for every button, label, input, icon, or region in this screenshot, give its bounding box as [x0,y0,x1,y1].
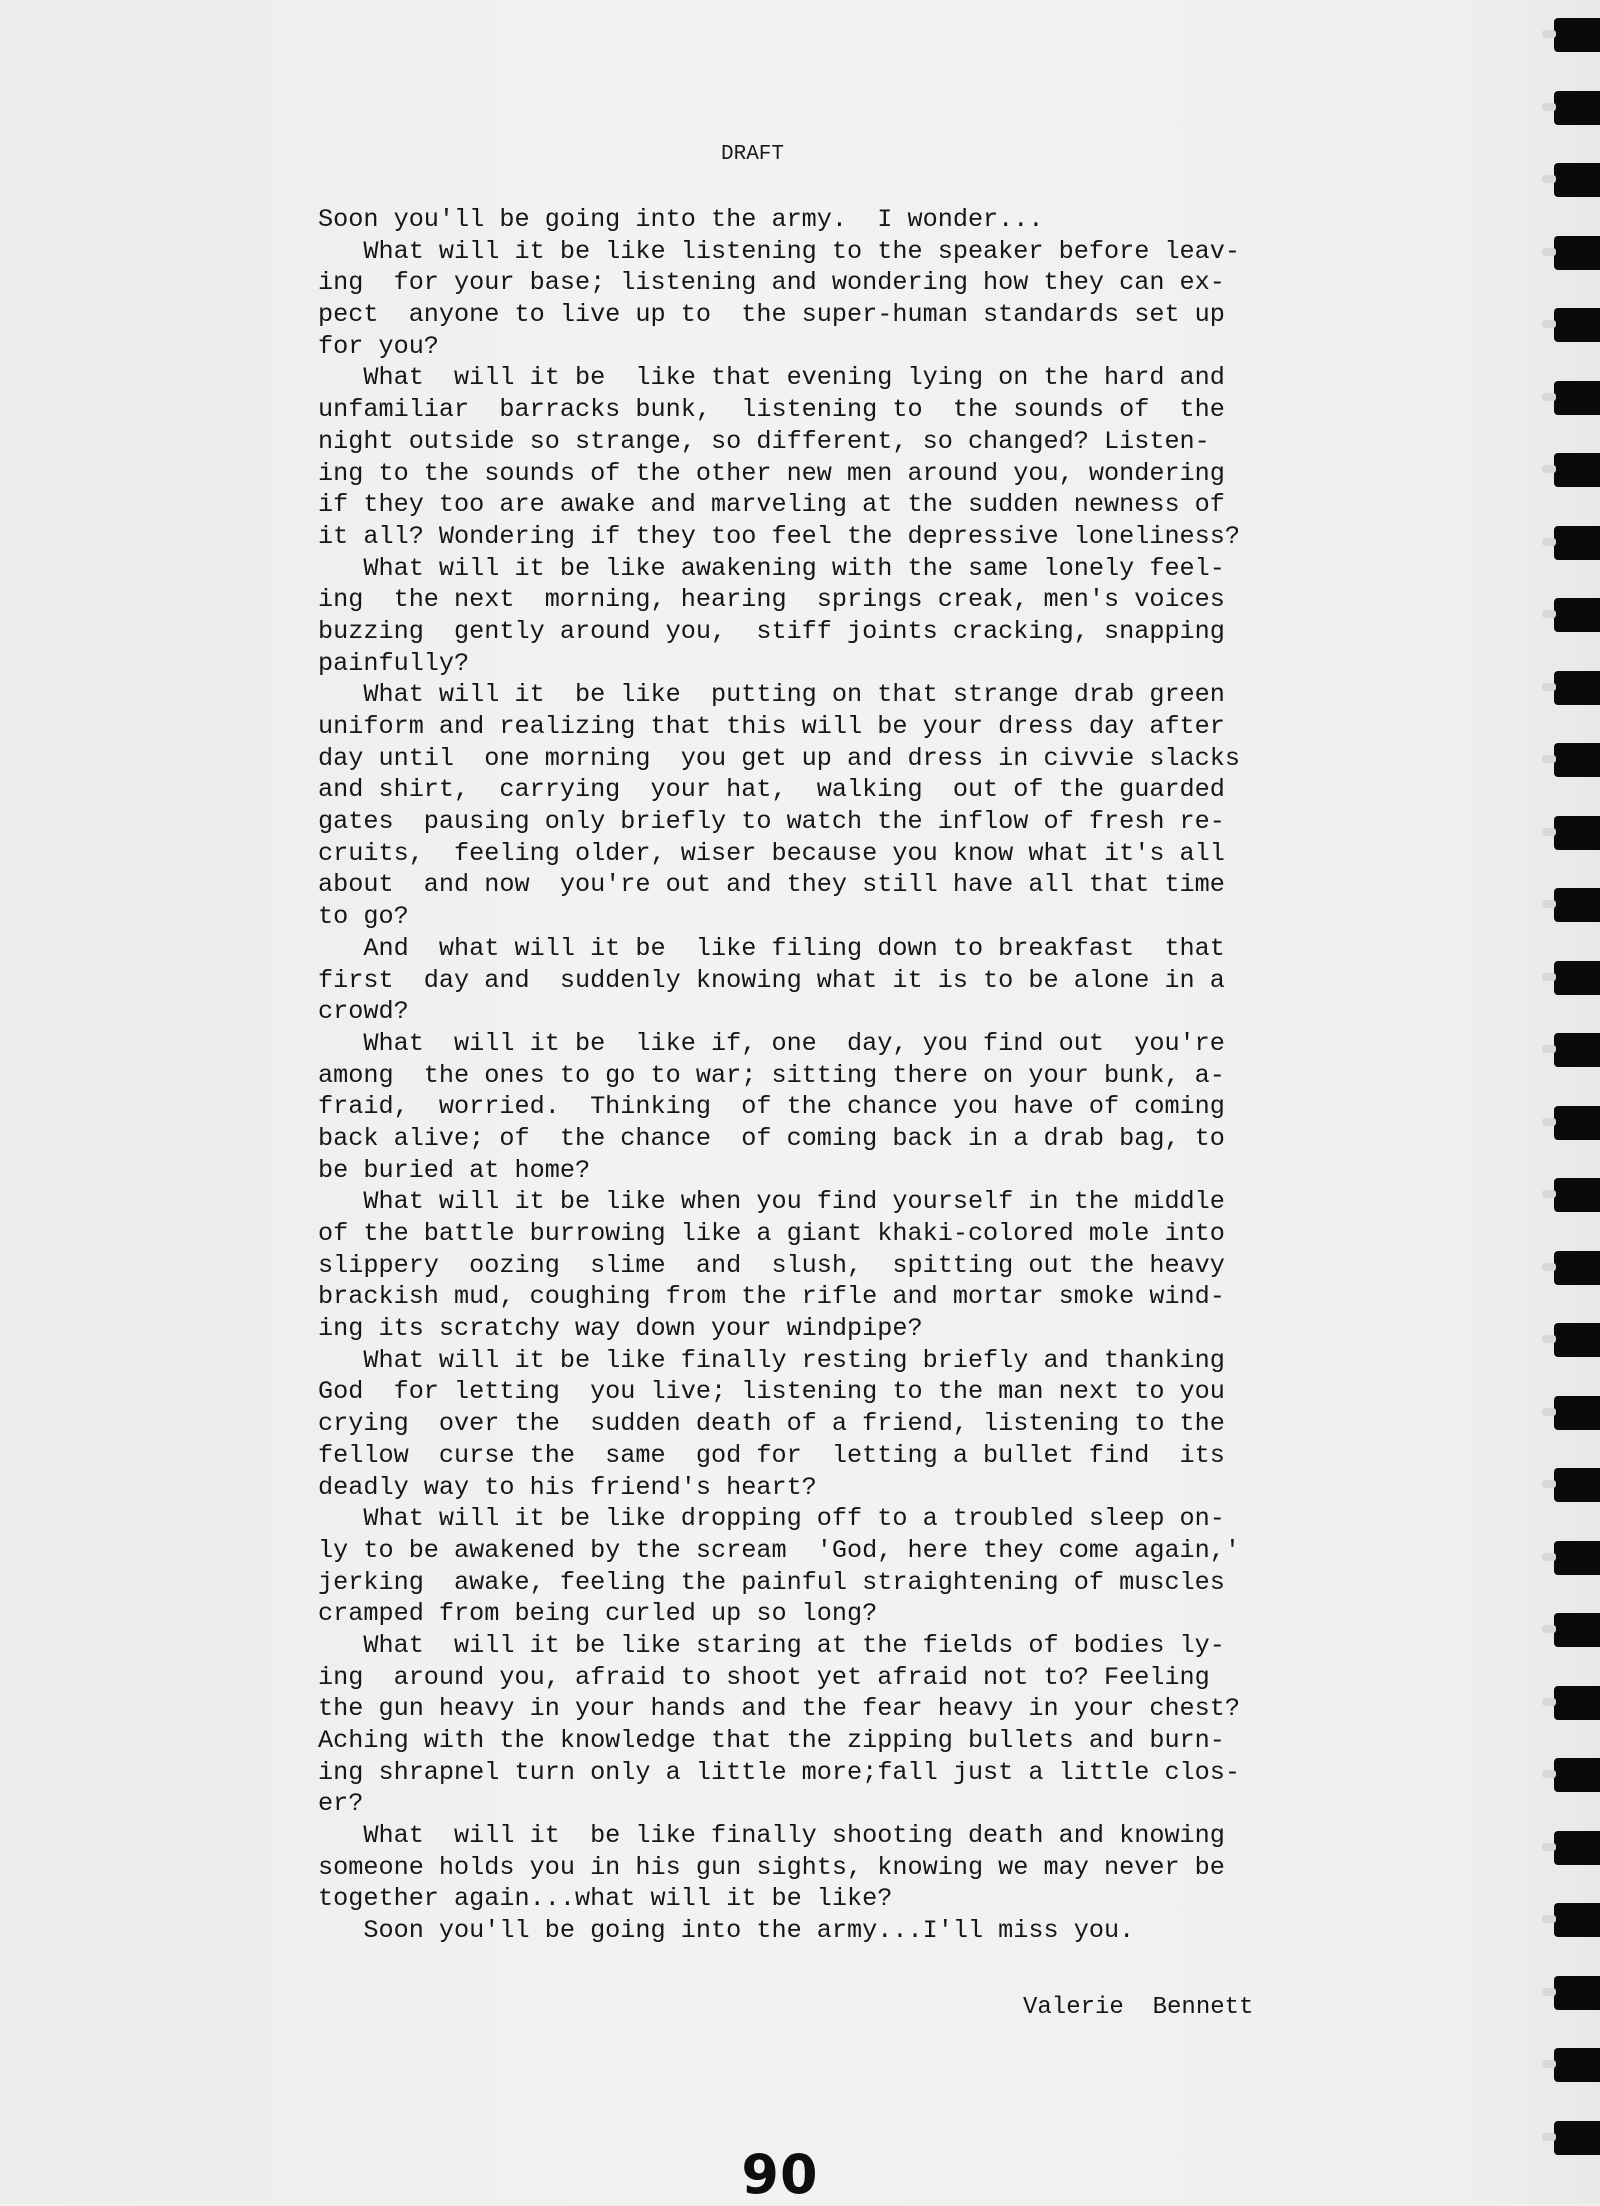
binding-hole [1554,1106,1600,1140]
binding-hole [1554,816,1600,850]
text-line: jerking awake, feeling the painful straightening of muscles [318,1567,1225,1597]
binding-hole [1554,1178,1600,1212]
text-line: if they too are awake and marveling at the sudden newness of [318,490,1225,520]
binding-hole [1554,1976,1600,2010]
text-line: uniform and realizing that this will be your dress day after [318,712,1225,741]
text-line: someone holds you in his gun sights, knowing we may never be [318,1852,1225,1882]
text-line: What will it be like dropping off to a troubled sleep on- [318,1504,1225,1534]
body-text [318,204,1298,1947]
text-line: Aching with the knowledge that the zipping bullets and burn- [318,1726,1225,1755]
text-line: ing the next morning, hearing springs creak, men's voices [318,585,1225,615]
binding-hole [1554,1468,1600,1502]
text-line: ing its scratchy way down your windpipe? [318,1314,923,1344]
binding-hole [1554,1323,1600,1357]
text-line: buzzing gently around you, stiff joints cracking, snapping [318,616,1225,646]
binding-hole [1554,1758,1600,1792]
binding-hole [1554,18,1600,52]
binding-hole [1554,888,1600,922]
text-line: together again...what will it be like? [318,1884,893,1914]
text-line: Soon you'll be going into the army...I'll miss you. [318,1916,1135,1946]
text-line: to go? [318,902,409,932]
text-line: for you? [318,331,439,361]
binding-hole [1554,743,1600,777]
text-line: What will it be like awakening with the same lonely feel- [318,553,1225,583]
binding-hole [1554,1613,1600,1647]
text-line: be buried at home? [318,1155,591,1185]
spiral-binding [1544,0,1600,2203]
text-line: cruits, feeling older, wiser because you know what it's all [318,838,1225,868]
text-line: pect anyone to live up to the super-human standards set up [318,300,1225,330]
binding-hole [1554,1033,1600,1067]
binding-hole [1554,1686,1600,1720]
text-line: Soon you'll be going into the army. I wonder... [318,205,1044,234]
binding-hole [1554,526,1600,560]
binding-hole [1554,163,1600,197]
text-line: fraid, worried. Thinking of the chance you have of coming [318,1092,1225,1122]
text-line: What will it be like that evening lying on the hard and [318,363,1225,393]
text-line: ing for your base; listening and wondering how they can ex- [318,268,1225,298]
text-line: What will it be like finally shooting death and knowing [318,1821,1225,1851]
binding-hole [1554,1903,1600,1937]
binding-hole [1554,1396,1600,1430]
binding-hole [1554,453,1600,487]
binding-hole [1554,598,1600,632]
text-line: and shirt, carrying your hat, walking out of the guarded [318,775,1225,805]
text-line: What will it be like putting on that strange drab green [318,680,1225,710]
text-line: brackish mud, coughing from the rifle and mortar smoke wind- [318,1282,1225,1312]
text-line: gates pausing only briefly to watch the inflow of fresh re- [318,807,1225,837]
text-line: slippery oozing slime and slush, spitting out the heavy [318,1250,1225,1280]
text-line: ing around you, afraid to shoot yet afraid not to? Feeling [318,1662,1210,1692]
text-line: What will it be like finally resting briefly and thanking [318,1345,1225,1375]
binding-hole [1554,91,1600,125]
text-line: What will it be like listening to the speaker before leav- [318,236,1241,266]
text-line: painfully? [318,648,470,678]
text-line: unfamiliar barracks bunk, listening to the sounds of the [318,395,1225,425]
text-line: fellow curse the same god for letting a bullet find its [318,1440,1225,1470]
author-signature: Valerie Bennett [1023,1994,1254,2021]
text-line: What will it be like if, one day, you find out you're [318,1028,1225,1058]
text-line: about and now you're out and they still have all that time [318,870,1225,900]
text-line: crying over the sudden death of a friend, listening to the [318,1409,1225,1439]
text-line: And what will it be like filing down to breakfast that [318,933,1225,963]
binding-hole [1554,1831,1600,1865]
text-line: er? [318,1789,364,1819]
text-line: ing shrapnel turn only a little more;fall just a little clos- [318,1757,1241,1787]
binding-hole [1554,1541,1600,1575]
text-line: crowd? [318,997,409,1027]
text-line: it all? Wondering if they too feel the depressive loneliness? [318,521,1241,551]
text-line: the gun heavy in your hands and the fear heavy in your chest? [318,1694,1241,1724]
text-line: back alive; of the chance of coming back in a drab bag, to [318,1123,1225,1153]
text-line: of the battle burrowing like a giant khaki-colored mole into [318,1219,1225,1248]
text-line: ing to the sounds of the other new men around you, wondering [318,458,1225,488]
binding-hole [1554,381,1600,415]
binding-hole [1554,961,1600,995]
binding-hole [1554,308,1600,342]
page-number: 90 [741,2143,819,2206]
text-line: God for letting you live; listening to the man next to you [318,1377,1225,1407]
text-line: What will it be like when you find yourself in the middle [318,1187,1225,1217]
text-line: cramped from being curled up so long? [318,1599,878,1629]
text-line: What will it be like staring at the fields of bodies ly- [318,1630,1225,1660]
binding-hole [1554,1251,1600,1285]
binding-hole [1554,671,1600,705]
page-title: DRAFT [720,143,784,166]
binding-hole [1554,2048,1600,2082]
binding-hole [1554,236,1600,270]
text-line: deadly way to his friend's heart? [318,1472,817,1502]
text-line: first day and suddenly knowing what it is to be alone in a [318,965,1225,995]
text-line: day until one morning you get up and dress in civvie slacks [318,743,1241,773]
text-line: among the ones to go to war; sitting there on your bunk, a- [318,1060,1225,1090]
text-line: ly to be awakened by the scream 'God, here they come again,' [318,1535,1241,1565]
text-line: night outside so strange, so different, so changed? Listen- [318,426,1210,456]
